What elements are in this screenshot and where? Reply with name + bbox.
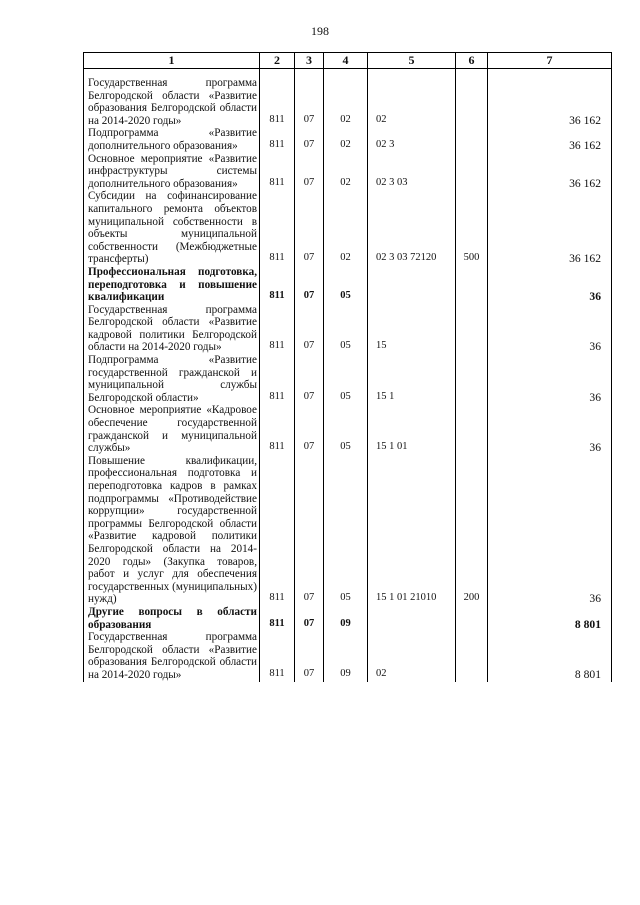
row-col-2: 811 <box>260 190 295 266</box>
row-name: Государственная программа Белгородской области «Развитие кадровой политики Белгородской области на 2014-2020 годы» <box>84 304 260 354</box>
row-col-5: 02 <box>368 631 456 681</box>
row-col-2: 811 <box>260 69 295 128</box>
header-col-5: 5 <box>368 53 456 69</box>
header-col-4: 4 <box>324 53 368 69</box>
header-col-3: 3 <box>295 53 324 69</box>
table-row <box>84 69 612 128</box>
header-col-1: 1 <box>84 53 260 69</box>
table-row <box>84 354 612 404</box>
row-col-5: 15 1 <box>368 354 456 404</box>
row-name: Государственная программа Белгородской области «Развитие образования Белгородской области на 2014-2020 годы» <box>84 69 260 128</box>
row-name: Государственная программа Белгородской области «Развитие образования Белгородской области на 2014-2020 годы» <box>84 631 260 681</box>
row-col-2: 811 <box>260 354 295 404</box>
row-col-7: 36 162 <box>488 190 612 266</box>
header-col-7: 7 <box>488 53 612 69</box>
row-name: Подпрограмма «Развитие дополнительного образования» <box>84 127 260 152</box>
row-col-4: 02 <box>324 190 368 266</box>
row-col-5 <box>368 266 456 304</box>
row-col-3: 07 <box>295 631 324 681</box>
row-name: Другие вопросы в области образования <box>84 606 260 631</box>
row-col-3: 07 <box>295 266 324 304</box>
page-number: 198 <box>311 24 329 38</box>
row-col-7: 8 801 <box>488 631 612 681</box>
row-col-4: 05 <box>324 304 368 354</box>
row-name: Основное мероприятие «Кадровое обеспечение государственной гражданской и муниципальной службы» <box>84 404 260 454</box>
row-col-3: 07 <box>295 606 324 631</box>
row-name: Подпрограмма «Развитие государственной гражданской и муниципальной службы Белгородской области» <box>84 354 260 404</box>
row-col-3: 07 <box>295 69 324 128</box>
table-row <box>84 190 612 266</box>
row-col-2: 811 <box>260 153 295 191</box>
row-name: Основное мероприятие «Развитие инфраструктуры системы дополнительного образования» <box>84 153 260 191</box>
header-row <box>84 53 612 69</box>
row-col-2: 811 <box>260 455 295 606</box>
row-col-3: 07 <box>295 127 324 152</box>
row-name: Субсидии на софинансирование капитального ремонта объектов муниципальной собственности в объекты муниципальной собственности (Межбюджетные трансферты) <box>84 190 260 266</box>
table-row <box>84 127 612 152</box>
row-col-2: 811 <box>260 631 295 681</box>
table-body <box>84 69 612 682</box>
row-col-6: 200 <box>456 455 488 606</box>
row-name: Повышение квалификации, профессиональная подготовка и переподготовка кадров в рамках подпрограммы «Противодействие коррупции» государственной программы Белгородской области «Развитие кадровой политики Белгородской области на 2014-2020 годы» (Закупка товаров, работ и услуг для обеспечения государственных (муниципальных) нужд) <box>84 455 260 606</box>
row-col-6 <box>456 631 488 681</box>
row-col-4: 05 <box>324 455 368 606</box>
row-col-4: 02 <box>324 69 368 128</box>
row-col-5 <box>368 606 456 631</box>
row-col-7: 36 162 <box>488 153 612 191</box>
row-col-2: 811 <box>260 606 295 631</box>
row-col-7: 36 <box>488 266 612 304</box>
row-col-5: 02 <box>368 69 456 128</box>
row-col-5: 15 <box>368 304 456 354</box>
row-col-4: 05 <box>324 266 368 304</box>
row-col-7: 36 162 <box>488 127 612 152</box>
table-row <box>84 606 612 631</box>
row-name: Профессиональная подготовка, переподготовка и повышение квалификации <box>84 266 260 304</box>
table-row <box>84 153 612 191</box>
table-row <box>84 631 612 681</box>
row-col-4: 09 <box>324 606 368 631</box>
row-col-7: 36 <box>488 404 612 454</box>
row-col-4: 05 <box>324 354 368 404</box>
row-col-6 <box>456 304 488 354</box>
budget-table <box>83 52 612 682</box>
row-col-3: 07 <box>295 455 324 606</box>
row-col-2: 811 <box>260 304 295 354</box>
table-row <box>84 304 612 354</box>
row-col-2: 811 <box>260 127 295 152</box>
table-row <box>84 404 612 454</box>
row-col-6 <box>456 606 488 631</box>
table-header <box>84 53 612 69</box>
row-col-4: 05 <box>324 404 368 454</box>
row-col-6 <box>456 127 488 152</box>
table-row <box>84 266 612 304</box>
row-col-3: 07 <box>295 190 324 266</box>
row-col-3: 07 <box>295 354 324 404</box>
row-col-7: 36 <box>488 304 612 354</box>
header-col-2: 2 <box>260 53 295 69</box>
row-col-7: 8 801 <box>488 606 612 631</box>
row-col-5: 02 3 <box>368 127 456 152</box>
row-col-7: 36 <box>488 455 612 606</box>
row-col-5: 15 1 01 21010 <box>368 455 456 606</box>
row-col-6 <box>456 404 488 454</box>
row-col-7: 36 <box>488 354 612 404</box>
row-col-7: 36 162 <box>488 69 612 128</box>
row-col-2: 811 <box>260 266 295 304</box>
row-col-4: 02 <box>324 127 368 152</box>
row-col-6 <box>456 354 488 404</box>
row-col-3: 07 <box>295 153 324 191</box>
row-col-5: 15 1 01 <box>368 404 456 454</box>
row-col-3: 07 <box>295 304 324 354</box>
row-col-4: 02 <box>324 153 368 191</box>
row-col-5: 02 3 03 <box>368 153 456 191</box>
row-col-5: 02 3 03 72120 <box>368 190 456 266</box>
row-col-6 <box>456 266 488 304</box>
header-col-6: 6 <box>456 53 488 69</box>
row-col-4: 09 <box>324 631 368 681</box>
row-col-3: 07 <box>295 404 324 454</box>
row-col-2: 811 <box>260 404 295 454</box>
row-col-6 <box>456 153 488 191</box>
row-col-6: 500 <box>456 190 488 266</box>
row-col-6 <box>456 69 488 128</box>
table-row <box>84 455 612 606</box>
